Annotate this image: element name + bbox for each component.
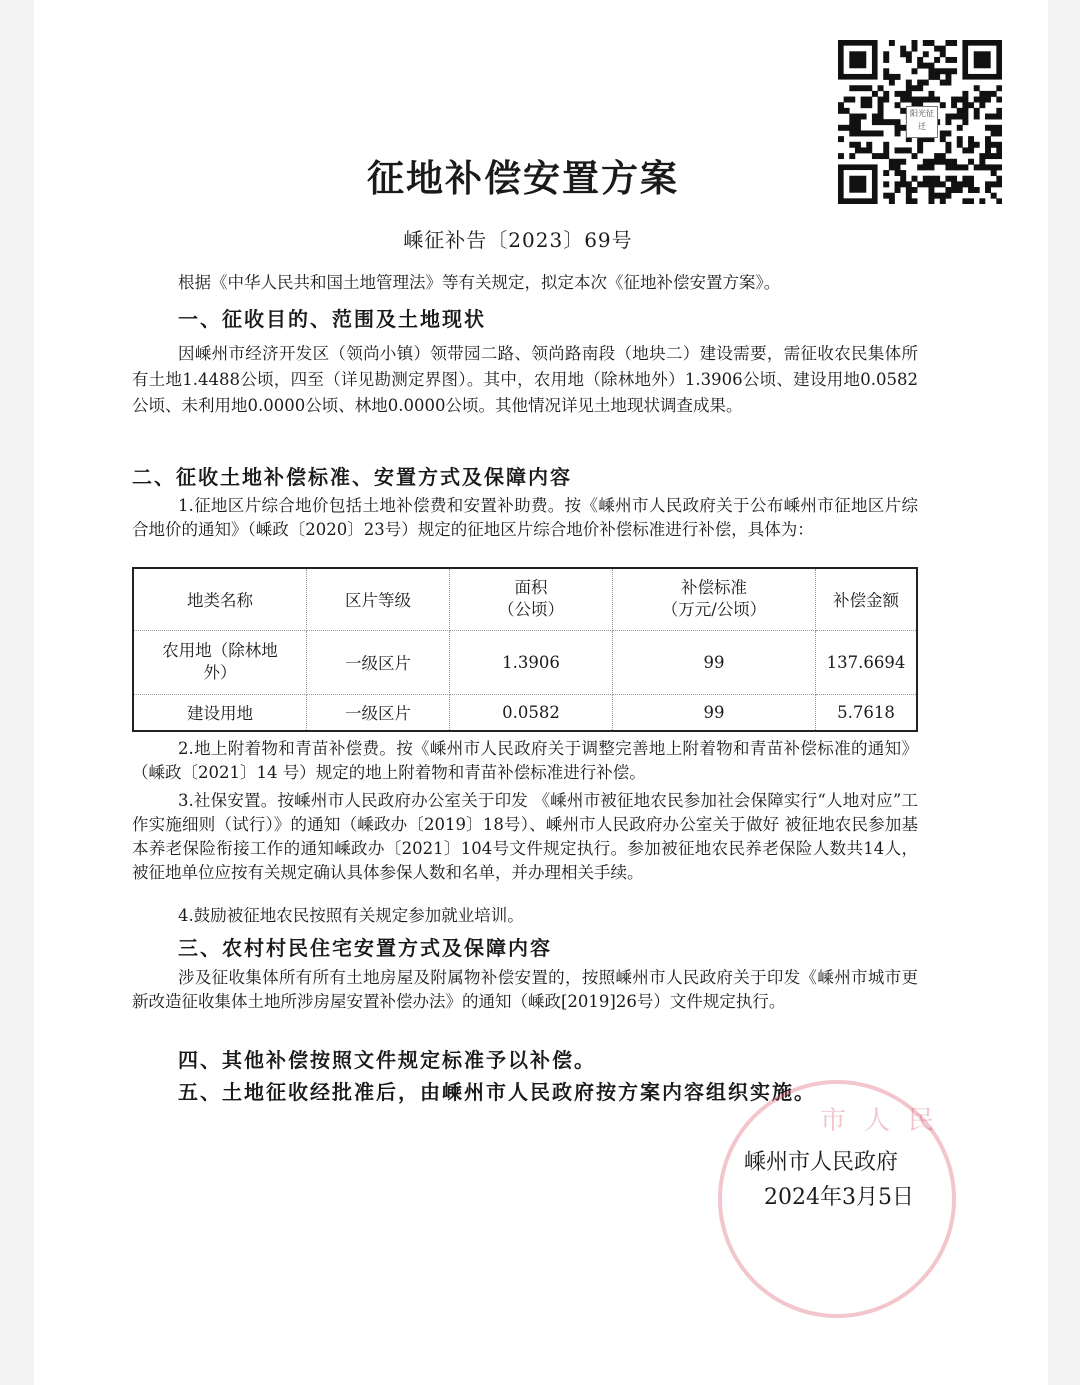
compensation-table [132,567,918,732]
intro-paragraph: 根据《中华人民共和国土地管理法》等有关规定，拟定本次《征地补偿安置方案》。 [178,273,781,292]
table-cell [450,694,613,731]
signature-date: 2024年3月5日 [764,1185,914,1210]
header-zone-grade: 区片等级 [345,591,411,611]
page-title: 征地补偿安置方案 [367,157,679,200]
section-3-heading: 三、农村村民住宅安置方式及保障内容 [178,936,552,960]
table-cell [613,694,816,731]
header-land-type: 地类名称 [187,591,253,611]
section-1-heading: 一、征收目的、范围及土地现状 [178,307,486,331]
section-5-heading: 五、土地征收经批准后，由嵊州市人民政府按方案内容组织实施。 [178,1080,816,1104]
section-1-text: 因嵊州市经济开发区（领尚小镇）领带园二路、领尚路南段（地块二）建设需要，需征收农民集体所有土地1.4488公顷，四至（详见勘测定界图）。其中，农用地（除林地外）1.3906公顷、建设用地0.0582公顷、未利用地0.0000公顷、林地0.0000公顷。其他情况详见土地现状调查成果。 [132,344,918,415]
cell-amount: 137.6694 [826,652,906,672]
cell-standard: 99 [703,702,725,722]
seal-text: 市人民 [820,1106,953,1136]
cell-zone-grade: 一级区片 [345,654,411,673]
cell-standard: 99 [703,652,725,672]
section-2-paragraph-2: 2.地上附着物和青苗补偿费。按《嵊州市人民政府关于调整完善地上附着物和青苗补偿标准的通知》（嵊政〔2021〕14 号）规定的地上附着物和青苗补偿标准进行补偿。 [132,739,918,782]
table-header-cell [816,568,918,630]
table-row [133,694,917,731]
table-cell [133,630,307,694]
qr-badge: 阳光征迁 [906,106,938,138]
table-cell [450,630,613,694]
table-cell [816,630,918,694]
table-cell [307,694,450,731]
section-2-paragraph-4: 4.鼓励被征地农民按照有关规定参加就业培训。 [178,906,524,925]
signature-organization: 嵊州市人民政府 [744,1150,899,1175]
table-header-row [133,568,917,630]
header-standard: 补偿标准 （万元/公顷） [661,578,767,620]
cell-land-type: 建设用地 [187,704,253,724]
header-area: 面积 （公顷） [498,578,564,620]
section-2-heading: 二、征收土地补偿标准、安置方式及保障内容 [132,465,572,489]
cell-land-type: 农用地（除林地外） [162,641,278,682]
table-cell [133,694,307,731]
table-header-cell [613,568,816,630]
table-cell [816,694,918,731]
table-header-cell [450,568,613,630]
table-header-cell [307,568,450,630]
cell-zone-grade: 一级区片 [345,704,411,724]
section-4-heading: 四、其他补偿按照文件规定标准予以补偿。 [178,1048,596,1072]
document-number: 嵊征补告〔2023〕69号 [403,228,633,252]
header-amount: 补偿金额 [833,591,899,611]
table-header-cell [133,568,307,630]
cell-area: 0.0582 [502,702,560,722]
section-2-paragraph-3: 3.社保安置。按嵊州市人民政府办公室关于印发 《嵊州市被征地农民参加社会保障实行“人地对应”工作实施细则（试行）》的通知（嵊政办〔2019〕18号）、嵊州市人民政府办公室关于做好 被征地农民参加基本养老保险衔接工作的通知嵊政办〔2021〕104号文件规定执行。参加被征地农民养老保险人数共14人，被征地单位应按有关规定确认具体参保人数和名单，并办理相关手续。 [132,791,918,882]
section-2-paragraph-1: 1.征地区片综合地价包括土地补偿费和安置补助费。按《嵊州市人民政府关于公布嵊州市征地区片综合地价的通知》（嵊政〔2020〕23号）规定的征地区片综合地价补偿标准进行补偿，具体为： [132,496,918,539]
cell-area: 1.3906 [502,652,560,672]
section-3-text: 涉及征收集体所有所有土地房屋及附属物补偿安置的，按照嵊州市人民政府关于印发《嵊州市城市更新改造征收集体土地所涉房屋安置补偿办法》的通知（嵊政[2019]26号）文件规定执行。 [132,968,918,1011]
table-row [133,630,917,694]
table-cell [613,630,816,694]
cell-amount: 5.7618 [837,702,895,722]
table-cell [307,630,450,694]
